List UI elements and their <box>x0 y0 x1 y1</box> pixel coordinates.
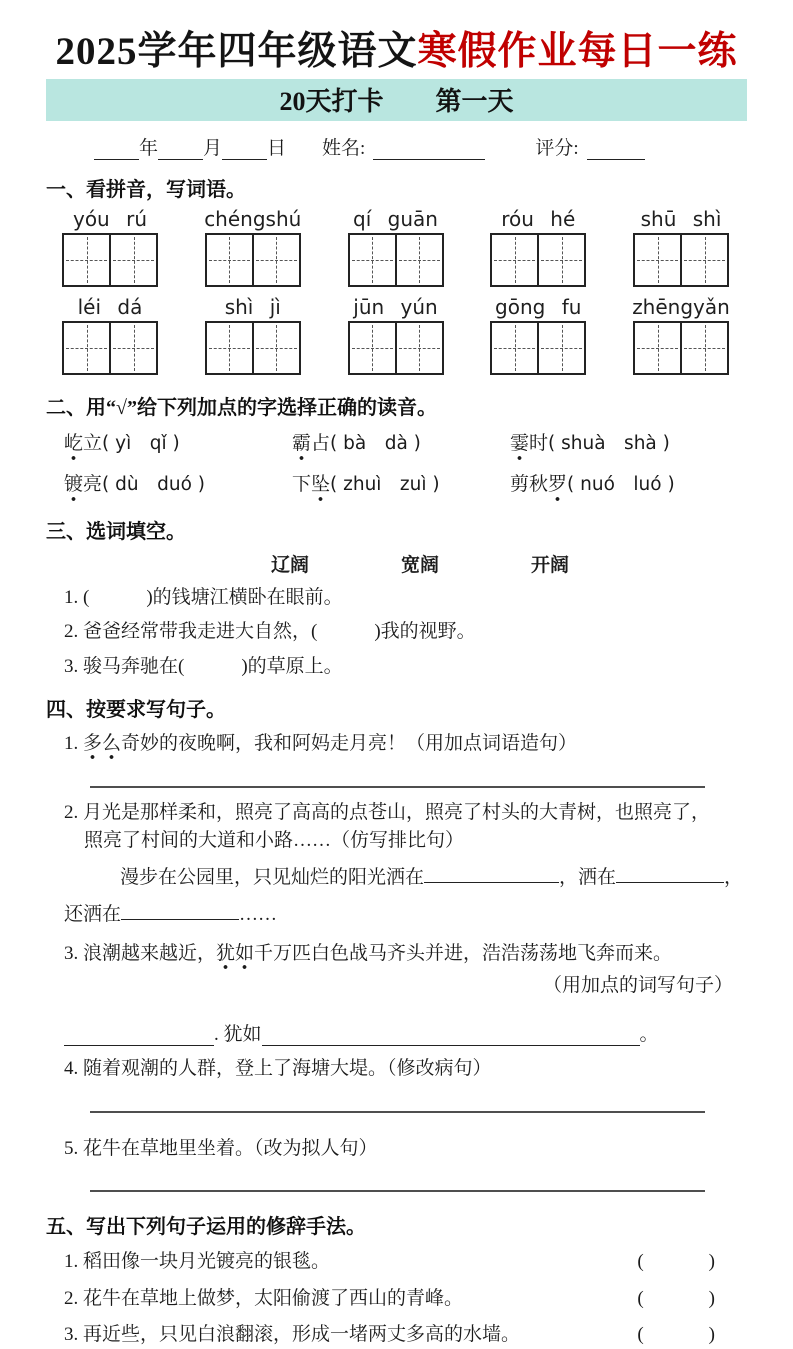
sentence-item-4 <box>64 1055 747 1084</box>
grid-cell <box>109 235 156 285</box>
name-label: 姓名: <box>322 137 366 159</box>
fill-text: 还洒在 <box>64 904 122 926</box>
writing-grid <box>490 321 586 375</box>
fill-text: . 犹如 <box>214 1024 262 1046</box>
item-fill-line-1 <box>120 862 747 892</box>
writing-grid <box>633 321 729 375</box>
section-5-heading: 五、写出下列句子运用的修辞手法。 <box>46 1216 366 1239</box>
grid-cell <box>635 235 680 285</box>
fill-blank <box>262 1025 640 1046</box>
answer-line <box>90 1190 705 1192</box>
writing-grid <box>205 233 301 287</box>
item-text: 浪潮越来越近， <box>83 942 217 964</box>
pronunciation-item <box>64 469 292 502</box>
sentence-item-5 <box>64 1135 747 1164</box>
pinyin-group <box>346 295 446 378</box>
year-label: 年 <box>139 137 159 159</box>
item-text: 随着观潮的人群，登上了海塘大堤。（修改病句） <box>83 1058 492 1080</box>
pronunciation-row-1 <box>64 428 747 461</box>
pinyin-label: róu hé <box>501 206 576 231</box>
section-1-heading: 一、看拼音，写词语。 <box>46 178 246 201</box>
pinyin-group <box>60 295 160 378</box>
grid-cell <box>680 323 727 373</box>
item-text: 奇妙的夜晚啊，我和阿妈走月亮！（用加点词语造句） <box>121 733 578 755</box>
dotted-char: 屹 <box>64 428 83 461</box>
word-option: 宽阔 <box>401 554 440 576</box>
grid-cell <box>252 323 299 373</box>
page-title <box>46 30 747 75</box>
score-blank <box>587 139 645 160</box>
fill-text: …… <box>239 904 278 926</box>
pinyin-group <box>60 207 160 290</box>
pinyin-group <box>488 207 588 290</box>
pronunciation-row-2 <box>64 469 747 502</box>
pinyin-options: ( zhuì zuì ) <box>330 473 440 495</box>
dotted-word: 多么 <box>83 733 121 760</box>
item-text: 月光是那样柔和，照亮了高高的点苍山，照亮了村头的大青树，也照亮了， <box>83 801 711 823</box>
pinyin-label: gōng fu <box>495 294 582 319</box>
sentence-item-1 <box>64 730 747 759</box>
fill-blank <box>424 862 559 883</box>
score-label: 评分: <box>535 137 579 159</box>
writing-grid <box>205 321 301 375</box>
pinyin-group <box>488 295 588 378</box>
item-number: 3. <box>64 942 79 964</box>
pinyin-label: shū shì <box>640 206 722 231</box>
item-text-line-1 <box>64 799 747 828</box>
grid-cell <box>635 323 680 373</box>
grid-cell <box>109 323 156 373</box>
grid-cell <box>207 323 252 373</box>
fill-blank <box>64 1025 214 1046</box>
date-line <box>46 133 747 160</box>
grid-cell <box>252 235 299 285</box>
pinyin-label: jūn yún <box>353 294 438 319</box>
item-fill-line-2 <box>64 899 747 929</box>
pinyin-label: léi dá <box>77 294 143 319</box>
pinyin-label: qí guān <box>353 206 438 231</box>
pronunciation-item <box>292 428 510 461</box>
month-label: 月 <box>203 137 223 159</box>
grid-cell <box>350 323 395 373</box>
grid-cell <box>395 235 442 285</box>
grid-cell <box>64 323 109 373</box>
pinyin-group <box>631 207 731 290</box>
title-red-part: 寒假作业每日一练 <box>417 30 738 73</box>
section-3-heading: 三、选词填空。 <box>46 520 186 543</box>
banner-checkin-label: 20天打卡 <box>279 87 384 117</box>
dotted-char: 镀 <box>64 469 83 502</box>
pinyin-options: ( bà dà ) <box>330 432 421 454</box>
writing-grid <box>62 233 158 287</box>
fill-blank-item: 2. 爸爸经常带我走进大自然，( )我的视野。 <box>64 621 476 643</box>
word-option: 开阔 <box>531 554 570 576</box>
title-black-part: 2025学年四年级语文 <box>55 30 418 73</box>
word-post: 时 <box>529 432 549 454</box>
word-post: 立 <box>83 432 103 454</box>
answer-paren: ( ) <box>637 1324 717 1346</box>
grid-cell <box>395 323 442 373</box>
pinyin-options: ( yì qǐ ) <box>102 432 180 454</box>
answer-paren: ( ) <box>637 1251 717 1273</box>
grid-cell <box>492 235 537 285</box>
pronunciation-item <box>292 469 510 502</box>
word-post: 亮 <box>83 473 103 495</box>
pinyin-row-1 <box>46 207 747 290</box>
day-label: 日 <box>267 137 287 159</box>
pinyin-options: ( dù duó ) <box>102 473 205 495</box>
month-blank <box>158 139 203 160</box>
fill-blank <box>616 862 724 883</box>
rhetoric-item <box>64 1285 717 1313</box>
banner-day-label: 第一天 <box>435 87 514 117</box>
section-4-heading: 四、按要求写句子。 <box>46 699 226 722</box>
fill-text: 。 <box>639 1024 659 1046</box>
pinyin-label: chéngshú <box>204 206 302 231</box>
item-text: 千万匹白色战马齐头并进，浩浩荡荡地飞奔而来。 <box>254 942 673 964</box>
pinyin-row-2 <box>46 295 747 378</box>
dotted-word: 犹如 <box>216 943 254 970</box>
item-number: 2. <box>64 801 79 823</box>
answer-line <box>90 786 705 788</box>
dotted-char: 坠 <box>311 469 330 502</box>
year-blank <box>94 139 139 160</box>
fill-text: ，洒在 <box>559 866 617 888</box>
rhetoric-item <box>64 1248 717 1276</box>
word-pre: 下 <box>292 473 312 495</box>
word-post: 占 <box>311 432 331 454</box>
pinyin-group <box>346 207 446 290</box>
pinyin-group <box>203 207 303 290</box>
dotted-char: 霸 <box>292 428 311 461</box>
grid-cell <box>207 235 252 285</box>
answer-fill-row <box>64 1019 747 1046</box>
section-2-heading: 二、用“√”给下列加点的字选择正确的读音。 <box>46 396 437 419</box>
grid-cell <box>680 235 727 285</box>
pinyin-label: shì jì <box>224 294 281 319</box>
answer-line <box>90 1111 705 1113</box>
writing-grid <box>348 233 444 287</box>
day-blank <box>222 139 267 160</box>
word-pre: 剪秋 <box>510 473 549 495</box>
fill-blank <box>121 899 239 920</box>
pinyin-options: ( nuó luó ) <box>567 473 675 495</box>
answer-paren: ( ) <box>637 1287 717 1309</box>
fill-text: 漫步在公园里，只见灿烂的阳光洒在 <box>120 866 425 888</box>
grid-cell <box>537 235 584 285</box>
writing-grid <box>348 321 444 375</box>
grid-cell <box>350 235 395 285</box>
name-blank <box>373 139 485 160</box>
sentence-item-3 <box>64 940 747 969</box>
writing-grid <box>62 321 158 375</box>
pinyin-group <box>631 295 731 378</box>
worksheet-page <box>0 30 793 1349</box>
fill-text: ， <box>724 866 744 888</box>
writing-grid <box>633 233 729 287</box>
writing-grid <box>490 233 586 287</box>
item-number: 1. <box>64 733 79 755</box>
pronunciation-item <box>64 428 292 461</box>
item-text-line-2: 照亮了村间的大道和小路……（仿写排比句） <box>84 830 465 852</box>
pinyin-label: zhēngyǎn <box>632 294 730 319</box>
grid-cell <box>537 323 584 373</box>
sentence-item-2 <box>64 799 747 930</box>
grid-cell <box>492 323 537 373</box>
item-number: 4. <box>64 1058 79 1080</box>
pinyin-label: yóu rú <box>72 206 147 231</box>
rhetoric-item <box>64 1321 717 1349</box>
day-banner <box>46 79 747 121</box>
pinyin-options: ( shuà shà ) <box>548 432 670 454</box>
item-text: 花牛在草地里坐着。（改为拟人句） <box>83 1137 378 1159</box>
fill-blank-item: 1. ( )的钱塘江横卧在眼前。 <box>64 586 343 608</box>
pinyin-group <box>203 295 303 378</box>
instruction-note: （用加点的词写句子） <box>542 975 733 997</box>
grid-cell <box>64 235 109 285</box>
item-number: 5. <box>64 1137 79 1159</box>
word-bank <box>46 550 747 577</box>
fill-blank-item: 3. 骏马奔驰在( )的草原上。 <box>64 655 343 677</box>
dotted-char: 霎 <box>510 428 529 461</box>
item-text: 2. 花牛在草地上做梦，太阳偷渡了西山的青峰。 <box>64 1287 464 1309</box>
dotted-char: 罗 <box>548 469 567 502</box>
pronunciation-item <box>510 469 747 502</box>
pronunciation-item <box>510 428 747 461</box>
word-option: 辽阔 <box>271 554 310 576</box>
item-text: 1. 稻田像一块月光镀亮的银毯。 <box>64 1251 331 1273</box>
item-text: 3. 再近些，只见白浪翻滚，形成一堵两丈多高的水墙。 <box>64 1324 521 1346</box>
